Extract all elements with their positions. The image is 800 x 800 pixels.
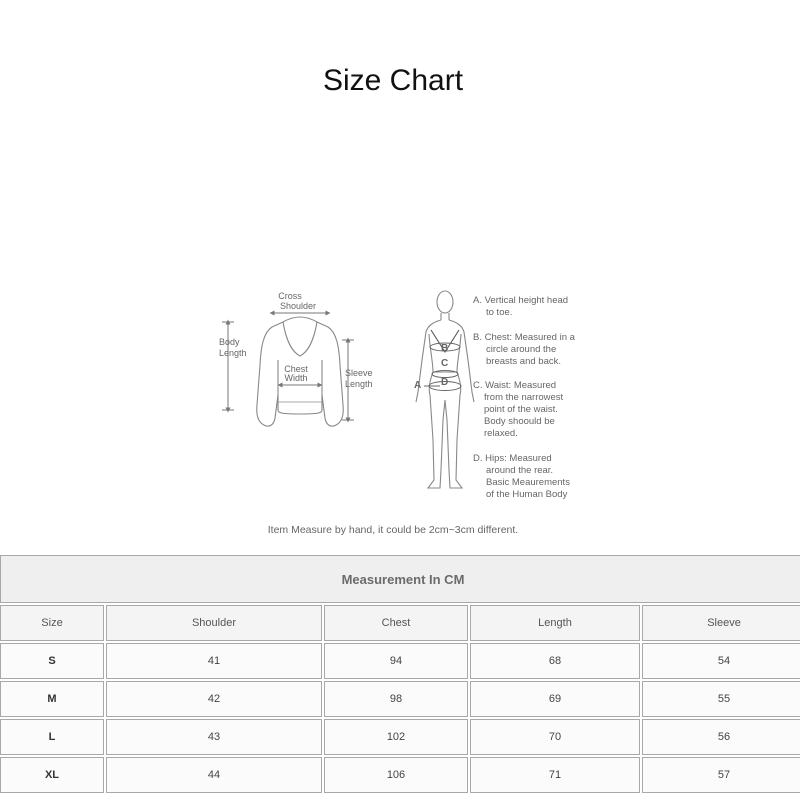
size-table-container <box>0 553 800 800</box>
table-row <box>0 681 800 717</box>
column-header-size: Size <box>0 605 104 641</box>
note-b-line-1: B. Chest: Measured in a <box>473 332 575 343</box>
note-c-line-3: point of the waist. <box>484 404 558 415</box>
cell-size: M <box>0 681 104 717</box>
cell-shoulder: 44 <box>106 757 322 793</box>
note-c-line-1: C. Waist: Measured <box>473 380 557 391</box>
figure-label-a: A <box>414 380 422 391</box>
cell-chest: 94 <box>324 643 468 679</box>
note-a-line-2: to toe. <box>486 307 513 318</box>
column-header-shoulder: Shoulder <box>106 605 322 641</box>
cell-size: S <box>0 643 104 679</box>
note-a-line-1: A. Vertical height head <box>473 295 569 306</box>
sweater-neckline-icon <box>283 322 317 356</box>
head-icon <box>437 291 453 313</box>
note-b-line-2: circle around the <box>486 344 557 355</box>
table-row <box>0 643 800 679</box>
note-b-line-3: breasts and back. <box>486 356 561 367</box>
chest-width-label-2: Width <box>284 373 308 383</box>
figure-label-b: B <box>441 343 449 354</box>
note-d-line-4: of the Human Body <box>486 489 568 500</box>
note-c-line-2: from the narrowest <box>484 392 564 403</box>
column-header-sleeve: Sleeve <box>642 605 800 641</box>
cross-shoulder-label-1: Cross <box>278 291 302 301</box>
size-table <box>0 553 800 795</box>
cell-size: L <box>0 719 104 755</box>
cell-shoulder: 41 <box>106 643 322 679</box>
note-d-line-2: around the rear. <box>486 465 554 476</box>
cell-length: 70 <box>470 719 640 755</box>
human-figure-illustration <box>416 291 474 488</box>
sleeve-length-label-2: Length <box>345 379 373 389</box>
cell-chest: 98 <box>324 681 468 717</box>
note-c-line-5: relaxed. <box>484 428 518 439</box>
note-d-line-3: Basic Meaurements <box>486 477 570 488</box>
figure-label-d: D <box>441 377 449 388</box>
column-header-chest: Chest <box>324 605 468 641</box>
cross-shoulder-label-2: Shoulder <box>279 301 317 311</box>
neck-icon <box>441 313 449 320</box>
body-length-label-1: Body <box>219 337 240 347</box>
figure-label-c: C <box>441 358 449 369</box>
page-title: Size Chart <box>322 64 464 97</box>
disclaimer-text: Item Measure by hand, it could be 2cm~3cm different. <box>267 524 519 536</box>
table-row <box>0 719 800 755</box>
table-header-row <box>0 605 800 641</box>
cell-chest: 102 <box>324 719 468 755</box>
cell-length: 71 <box>470 757 640 793</box>
cell-length: 68 <box>470 643 640 679</box>
note-c-line-4: Body shoould be <box>484 416 555 427</box>
body-length-label-2: Length <box>219 348 247 358</box>
cell-sleeve: 54 <box>642 643 800 679</box>
cell-length: 69 <box>470 681 640 717</box>
table-caption: Measurement In CM <box>0 555 800 603</box>
chest-width-label-1: Chest <box>284 364 308 374</box>
column-header-length: Length <box>470 605 640 641</box>
note-d-line-1: D. Hips: Measured <box>473 453 552 464</box>
cell-sleeve: 57 <box>642 757 800 793</box>
cell-chest: 106 <box>324 757 468 793</box>
cell-sleeve: 56 <box>642 719 800 755</box>
table-row <box>0 757 800 793</box>
cell-shoulder: 42 <box>106 681 322 717</box>
cell-shoulder: 43 <box>106 719 322 755</box>
sleeve-length-label-1: Sleeve <box>345 368 373 378</box>
cell-size: XL <box>0 757 104 793</box>
cell-sleeve: 55 <box>642 681 800 717</box>
